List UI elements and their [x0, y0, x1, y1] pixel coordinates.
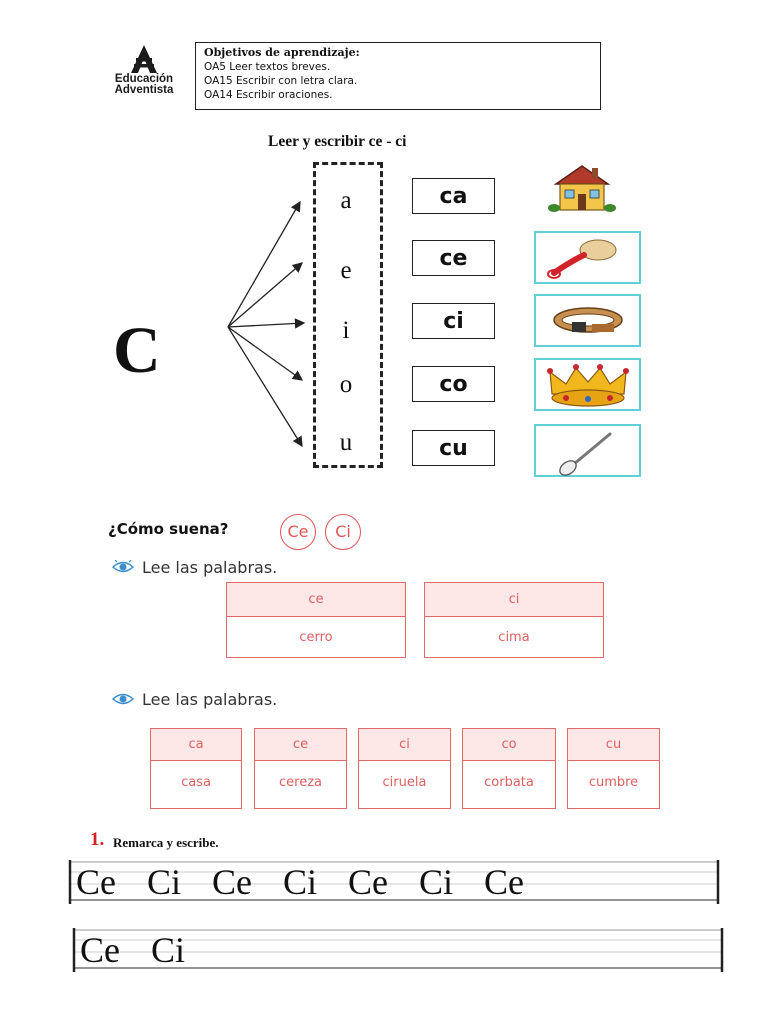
crown-picture [534, 358, 641, 411]
big-letter: C [113, 314, 161, 387]
arrow-o [228, 327, 302, 380]
trace-word: Ce [80, 930, 120, 970]
table-cell: corbata [484, 775, 534, 790]
exercise-instruction: Remarca y escribe. [113, 835, 219, 850]
sound-question: ¿Cómo suena? [108, 520, 229, 538]
table-head: ce [227, 583, 405, 617]
syllable-ce: ce [412, 240, 495, 276]
page-title: Leer y escribir ce - ci [268, 133, 407, 150]
vowel-a: a [340, 187, 352, 214]
word-table-ca [150, 728, 242, 809]
word-table-cu [567, 728, 660, 809]
brush-picture [534, 231, 641, 284]
table-head: cu [568, 729, 659, 761]
syllable-co: co [412, 366, 495, 402]
eye-icon [112, 692, 134, 706]
word-table-co [462, 728, 556, 809]
sound-circle-ci: Ci [325, 514, 361, 550]
table-cell: cima [498, 630, 530, 645]
trace-line-2 [80, 932, 185, 968]
arrow-a [228, 202, 300, 327]
brush-icon [536, 233, 639, 282]
table-cell: cumbre [588, 775, 639, 790]
table-cell: ciruela [382, 775, 427, 790]
objective-item: OA5 Leer textos breves. [204, 61, 331, 73]
logo-mark-icon [127, 44, 161, 74]
table-head: co [463, 729, 555, 761]
logo [100, 44, 188, 100]
objectives-box [195, 42, 601, 110]
table-cell: cerro [299, 630, 333, 645]
arrow-i [228, 323, 304, 327]
objectives-title: Objetivos de aprendizaje: [204, 46, 360, 59]
objective-item: OA15 Escribir con letra clara. [204, 75, 358, 87]
belt-icon [536, 296, 639, 345]
house-icon [534, 162, 641, 215]
spoon-icon [536, 426, 639, 479]
vowel-i: i [342, 317, 350, 344]
trace-word: Ce [212, 862, 253, 902]
syllable-ci: ci [412, 303, 495, 339]
objective-item: OA14 Escribir oraciones. [204, 89, 333, 101]
belt-picture [534, 294, 641, 347]
word-table-ci [424, 582, 604, 658]
vowel-o: o [339, 371, 353, 398]
trace-word: Ci [147, 862, 182, 902]
logo-line-2: Adventista [114, 84, 174, 96]
table-head: ca [151, 729, 241, 761]
table-head: ci [425, 583, 603, 617]
vowel-e: e [340, 257, 352, 284]
syllable-ca: ca [412, 178, 495, 214]
word-table-ci2 [358, 728, 451, 809]
house-picture [534, 162, 641, 215]
trace-word: Ce [348, 862, 389, 902]
arrow-e [228, 263, 302, 327]
sound-circle-ce: Ce [280, 514, 316, 550]
read-label: Lee las palabras. [142, 558, 278, 577]
vowel-column [313, 162, 383, 468]
arrow-u [228, 327, 302, 446]
word-table-ce2 [254, 728, 347, 809]
trace-word: Ce [76, 862, 116, 902]
trace-word: Ci [419, 862, 454, 902]
read-label: Lee las palabras. [142, 690, 278, 709]
arrows-diagram [220, 190, 310, 460]
syllable-cu: cu [412, 430, 495, 466]
spoon-picture [534, 424, 641, 477]
table-head: ce [255, 729, 346, 761]
trace-line-1 [76, 864, 524, 900]
table-cell: casa [181, 775, 211, 790]
logo-line-1: Educación [114, 73, 174, 85]
table-head: ci [359, 729, 450, 761]
trace-word: Ce [484, 862, 525, 902]
trace-word: Ci [283, 862, 318, 902]
eye-icon [112, 560, 134, 574]
table-cell: cereza [279, 775, 322, 790]
exercise-number: 1. [90, 829, 105, 850]
crown-icon [536, 360, 639, 413]
trace-word: Ci [151, 930, 186, 970]
word-table-ce [226, 582, 406, 658]
vowel-u: u [339, 429, 353, 456]
